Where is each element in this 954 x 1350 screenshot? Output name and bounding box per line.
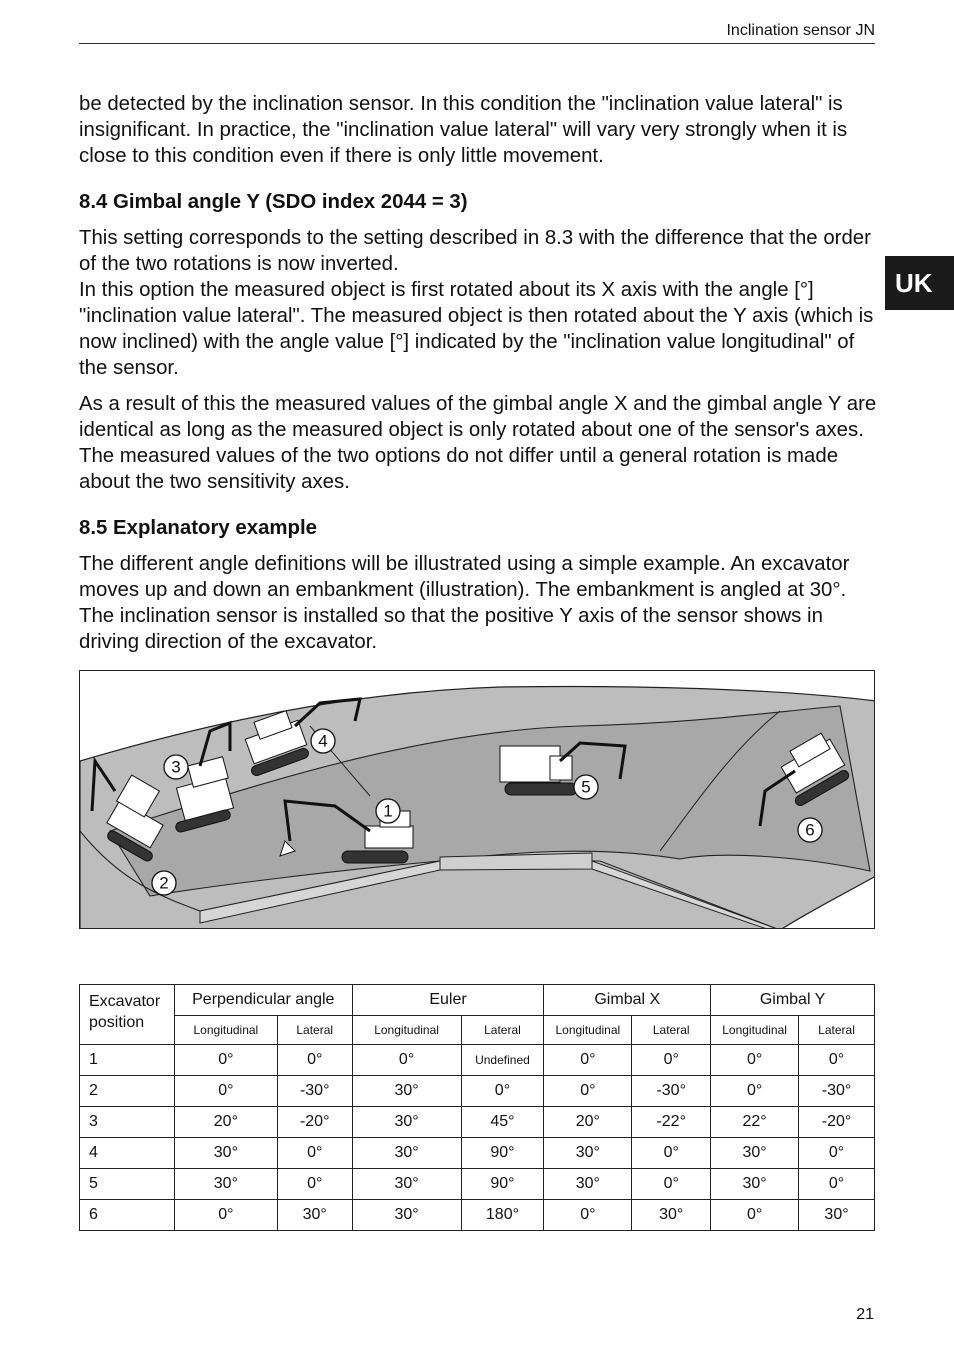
excavator-embankment-illustration <box>79 670 875 929</box>
table-cell: 0° <box>352 1045 461 1076</box>
section-heading-8-5: 8.5 Explanatory example <box>79 517 318 539</box>
table-cell: Undefined <box>461 1045 544 1076</box>
header-perpendicular-angle: Perpendicular angle <box>174 985 352 1016</box>
illustration-canvas <box>80 671 875 929</box>
table-cell: 0° <box>711 1200 799 1231</box>
table-cell: 30° <box>711 1138 799 1169</box>
table-cell: 2 <box>80 1076 175 1107</box>
table-cell: 0° <box>544 1076 632 1107</box>
table-row <box>80 1138 875 1169</box>
table-cell: 0° <box>544 1045 632 1076</box>
table-cell: 30° <box>174 1169 277 1200</box>
table-cell: 0° <box>277 1045 352 1076</box>
subheader-lateral: Lateral <box>461 1016 544 1045</box>
table-cell: -30° <box>277 1076 352 1107</box>
table-cell: 30° <box>174 1138 277 1169</box>
table-cell: 0° <box>711 1045 799 1076</box>
section-8-4-paragraph-2: As a result of this the measured values of the gimbal angle X and the gimbal angle Y are identical as long as the measured object is only rotated about one of the sensor's axes. The measured values of the two options do not differ until a general rotation is made about the two sensitivity axes. <box>79 393 877 493</box>
table-cell: 0° <box>799 1138 875 1169</box>
header-gimbal-y: Gimbal Y <box>711 985 875 1016</box>
section-heading-8-4: 8.4 Gimbal angle Y (SDO index 2044 = 3) <box>79 191 468 213</box>
table-cell: 30° <box>352 1200 461 1231</box>
svg-text:1: 1 <box>383 801 393 821</box>
section-8-4-paragraph-1-line-1: This setting corresponds to the setting described in 8.3 with the difference that the order of the two rotations is now inverted. <box>79 227 871 275</box>
table-row <box>80 1045 875 1076</box>
table-cell: 30° <box>352 1169 461 1200</box>
angle-definitions-table <box>79 984 875 1231</box>
table-cell: -30° <box>632 1076 711 1107</box>
callout-2 <box>152 871 176 895</box>
subheader-lateral: Lateral <box>799 1016 875 1045</box>
intro-paragraph: be detected by the inclination sensor. In this condition the "inclination value lateral" is insignificant. In practice, the "inclination value lateral" will vary very strongly when it is close to this condition even if there is only little movement. <box>79 93 848 167</box>
table-cell: 0° <box>799 1169 875 1200</box>
table-cell: 0° <box>277 1138 352 1169</box>
table-cell: 30° <box>544 1138 632 1169</box>
subheader-lateral: Lateral <box>632 1016 711 1045</box>
table-cell: 30° <box>799 1200 875 1231</box>
table-row <box>80 1169 875 1200</box>
table-cell: 0° <box>711 1076 799 1107</box>
header-euler: Euler <box>352 985 544 1016</box>
subheader-longitudinal: Longitudinal <box>544 1016 632 1045</box>
table-cell: 30° <box>352 1107 461 1138</box>
running-header-title: Inclination sensor JN <box>726 22 875 39</box>
table-cell: 1 <box>80 1045 175 1076</box>
table-cell: 6 <box>80 1200 175 1231</box>
svg-text:6: 6 <box>805 820 815 840</box>
subheader-longitudinal: Longitudinal <box>711 1016 799 1045</box>
svg-text:3: 3 <box>171 757 181 777</box>
table-cell: 0° <box>544 1200 632 1231</box>
svg-text:2: 2 <box>159 873 169 893</box>
table-cell: 90° <box>461 1138 544 1169</box>
table-cell: 30° <box>711 1169 799 1200</box>
table-cell: 30° <box>352 1138 461 1169</box>
table-cell: 30° <box>352 1076 461 1107</box>
table-row <box>80 1200 875 1231</box>
table-cell: 5 <box>80 1169 175 1200</box>
table-cell: 22° <box>711 1107 799 1138</box>
table-cell: 90° <box>461 1169 544 1200</box>
table-cell: 45° <box>461 1107 544 1138</box>
table-cell: 20° <box>174 1107 277 1138</box>
language-tab: UK <box>885 256 954 310</box>
svg-text:4: 4 <box>318 731 328 751</box>
table-cell: 0° <box>632 1045 711 1076</box>
table-cell: 30° <box>277 1200 352 1231</box>
table-row <box>80 1107 875 1138</box>
page-number: 21 <box>856 1306 874 1323</box>
table-cell: 30° <box>632 1200 711 1231</box>
table-cell: 0° <box>174 1045 277 1076</box>
table-cell: 4 <box>80 1138 175 1169</box>
table-cell: 0° <box>174 1200 277 1231</box>
table-cell: 3 <box>80 1107 175 1138</box>
table-cell: 0° <box>632 1169 711 1200</box>
subheader-longitudinal: Longitudinal <box>174 1016 277 1045</box>
section-8-4-paragraph-1-line-2: In this option the measured object is first rotated about its X axis with the angle [°] "inclination value lateral". The measured object is then rotated about the Y axis (which is now inclined) with the angle value [°] indicated by the "inclination value longitudinal" of the sensor. <box>79 279 874 379</box>
table-cell: 30° <box>544 1169 632 1200</box>
table-cell: 20° <box>544 1107 632 1138</box>
table-cell: -20° <box>277 1107 352 1138</box>
header-gimbal-x: Gimbal X <box>544 985 711 1016</box>
table-cell: 0° <box>174 1076 277 1107</box>
subheader-longitudinal: Longitudinal <box>352 1016 461 1045</box>
callout-1 <box>376 799 400 823</box>
table-cell: 0° <box>799 1045 875 1076</box>
table-row <box>80 1076 875 1107</box>
callout-3 <box>164 755 188 779</box>
table-cell: 0° <box>632 1138 711 1169</box>
body-content <box>79 91 879 655</box>
table-cell: -20° <box>799 1107 875 1138</box>
callout-4 <box>311 729 335 753</box>
callout-6 <box>798 818 822 842</box>
table-cell: 0° <box>277 1169 352 1200</box>
subheader-lateral: Lateral <box>277 1016 352 1045</box>
table-cell: 180° <box>461 1200 544 1231</box>
callout-5 <box>574 775 598 799</box>
table-cell: -30° <box>799 1076 875 1107</box>
header-excavator-position: Excavator position <box>80 985 175 1045</box>
section-8-5-paragraph: The different angle definitions will be illustrated using a simple example. An excavator moves up and down an embankment (illustration). The embankment is angled at 30°. The inclination sensor is installed so that the positive Y axis of the sensor shows in driving direction of the excavator. <box>79 553 850 653</box>
svg-text:5: 5 <box>581 777 591 797</box>
table-cell: -22° <box>632 1107 711 1138</box>
table-cell: 0° <box>461 1076 544 1107</box>
header-divider <box>79 43 875 44</box>
